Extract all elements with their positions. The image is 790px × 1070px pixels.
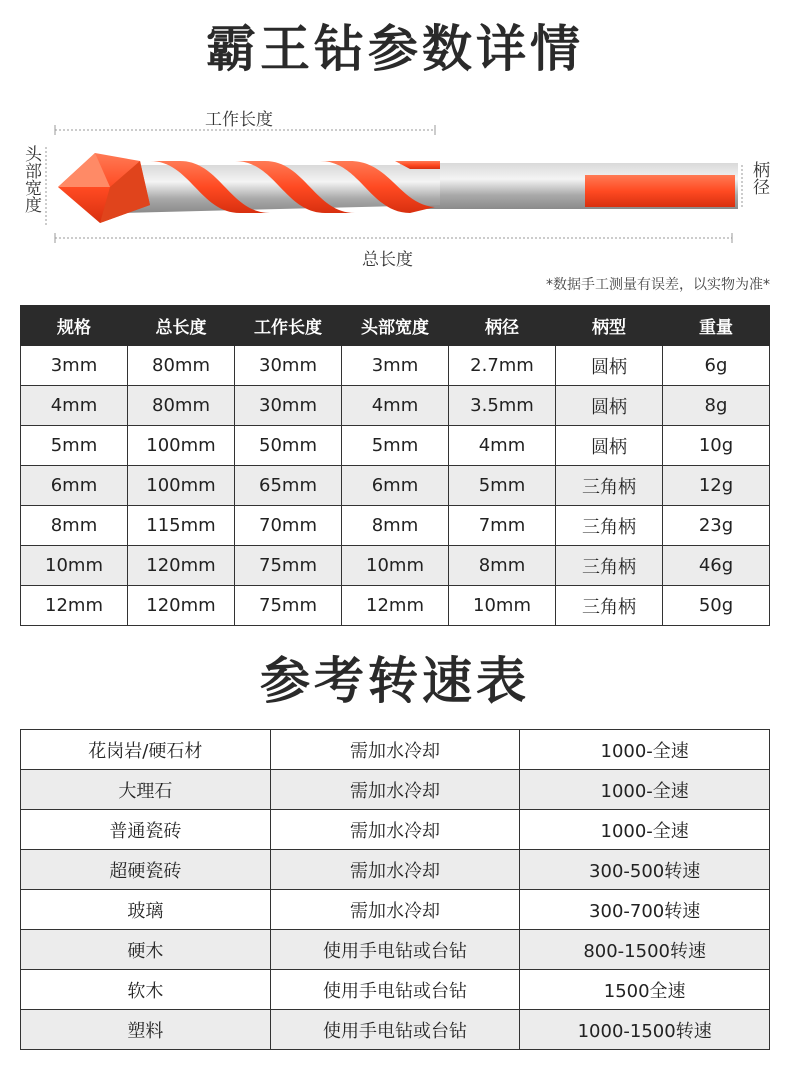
table-cell: 需加水冷却 <box>270 890 520 930</box>
table-cell: 大理石 <box>21 770 271 810</box>
table-cell: 5mm <box>342 426 449 466</box>
table-cell: 三角柄 <box>556 506 663 546</box>
shank-diameter-label: 柄径 <box>749 161 769 195</box>
table-cell: 玻璃 <box>21 890 271 930</box>
table-cell: 8mm <box>449 546 556 586</box>
table-cell: 使用手电钻或台钻 <box>270 970 520 1010</box>
table-cell: 4mm <box>449 426 556 466</box>
table-cell: 100mm <box>128 426 235 466</box>
table-cell: 10mm <box>449 586 556 626</box>
spec-header-row <box>21 306 770 346</box>
table-row <box>21 386 770 426</box>
table-cell: 圆柄 <box>556 346 663 386</box>
table-cell: 6mm <box>342 466 449 506</box>
table-cell: 需加水冷却 <box>270 730 520 770</box>
spec-header-cell: 柄径 <box>449 306 556 346</box>
table-cell: 80mm <box>128 386 235 426</box>
table-row <box>21 506 770 546</box>
table-cell: 1500全速 <box>520 970 770 1010</box>
table-row <box>21 426 770 466</box>
table-cell: 普通瓷砖 <box>21 810 271 850</box>
spec-header-cell: 重量 <box>663 306 770 346</box>
table-cell: 100mm <box>128 466 235 506</box>
table-cell: 4mm <box>21 386 128 426</box>
table-cell: 3mm <box>342 346 449 386</box>
table-cell: 需加水冷却 <box>270 850 520 890</box>
table-cell: 1000-全速 <box>520 730 770 770</box>
table-cell: 硬木 <box>21 930 271 970</box>
speed-table <box>20 729 770 1050</box>
table-cell: 120mm <box>128 586 235 626</box>
table-cell: 12mm <box>21 586 128 626</box>
table-cell: 120mm <box>128 546 235 586</box>
table-cell: 8g <box>663 386 770 426</box>
table-cell: 6g <box>663 346 770 386</box>
table-cell: 50mm <box>235 426 342 466</box>
table-cell: 300-700转速 <box>520 890 770 930</box>
table-cell: 75mm <box>235 586 342 626</box>
table-cell: 7mm <box>449 506 556 546</box>
table-row <box>21 1010 770 1050</box>
table-row <box>21 466 770 506</box>
table-cell: 3.5mm <box>449 386 556 426</box>
table-cell: 30mm <box>235 346 342 386</box>
drill-bit-diagram <box>0 95 790 285</box>
table-cell: 使用手电钻或台钻 <box>270 930 520 970</box>
table-row <box>21 930 770 970</box>
table-cell: 5mm <box>449 466 556 506</box>
table-cell: 800-1500转速 <box>520 930 770 970</box>
table-row <box>21 850 770 890</box>
table-cell: 80mm <box>128 346 235 386</box>
table-cell: 需加水冷却 <box>270 810 520 850</box>
table-cell: 需加水冷却 <box>270 770 520 810</box>
table-cell: 塑料 <box>21 1010 271 1050</box>
table-cell: 5mm <box>21 426 128 466</box>
table-cell: 圆柄 <box>556 386 663 426</box>
table-row <box>21 770 770 810</box>
table-cell: 12g <box>663 466 770 506</box>
table-cell: 超硬瓷砖 <box>21 850 271 890</box>
table-cell: 46g <box>663 546 770 586</box>
table-cell: 8mm <box>342 506 449 546</box>
table-cell: 1000-全速 <box>520 810 770 850</box>
page-title: 霸王钻参数详情 <box>206 20 584 78</box>
table-cell: 8mm <box>21 506 128 546</box>
table-cell: 10mm <box>342 546 449 586</box>
table-cell: 23g <box>663 506 770 546</box>
table-cell: 300-500转速 <box>520 850 770 890</box>
table-cell: 115mm <box>128 506 235 546</box>
table-cell: 三角柄 <box>556 466 663 506</box>
table-cell: 三角柄 <box>556 546 663 586</box>
table-cell: 75mm <box>235 546 342 586</box>
table-cell: 三角柄 <box>556 586 663 626</box>
table-cell: 50g <box>663 586 770 626</box>
table-cell: 软木 <box>21 970 271 1010</box>
table-row <box>21 810 770 850</box>
table-cell: 3mm <box>21 346 128 386</box>
table-cell: 12mm <box>342 586 449 626</box>
table-cell: 1000-1500转速 <box>520 1010 770 1050</box>
table-row <box>21 890 770 930</box>
spec-table <box>20 305 770 626</box>
table-row <box>21 586 770 626</box>
table-cell: 10g <box>663 426 770 466</box>
table-cell: 6mm <box>21 466 128 506</box>
table-row <box>21 730 770 770</box>
table-cell: 花岗岩/硬石材 <box>21 730 271 770</box>
table-cell: 70mm <box>235 506 342 546</box>
table-cell: 65mm <box>235 466 342 506</box>
table-cell: 30mm <box>235 386 342 426</box>
spec-header-cell: 工作长度 <box>235 306 342 346</box>
table-row <box>21 546 770 586</box>
measurement-note: *数据手工测量有误差，以实物为准* <box>546 277 770 293</box>
spec-header-cell: 总长度 <box>128 306 235 346</box>
table-cell: 4mm <box>342 386 449 426</box>
head-width-label: 头部宽度 <box>21 145 41 213</box>
table-cell: 2.7mm <box>449 346 556 386</box>
table-cell: 10mm <box>21 546 128 586</box>
spec-header-cell: 柄型 <box>556 306 663 346</box>
work-length-label: 工作长度 <box>205 110 273 130</box>
spec-header-cell: 头部宽度 <box>342 306 449 346</box>
speed-table-title: 参考转速表 <box>260 652 530 710</box>
total-length-label: 总长度 <box>362 250 413 270</box>
table-row <box>21 970 770 1010</box>
table-cell: 1000-全速 <box>520 770 770 810</box>
table-row <box>21 346 770 386</box>
table-cell: 使用手电钻或台钻 <box>270 1010 520 1050</box>
spec-header-cell: 规格 <box>21 306 128 346</box>
table-cell: 圆柄 <box>556 426 663 466</box>
